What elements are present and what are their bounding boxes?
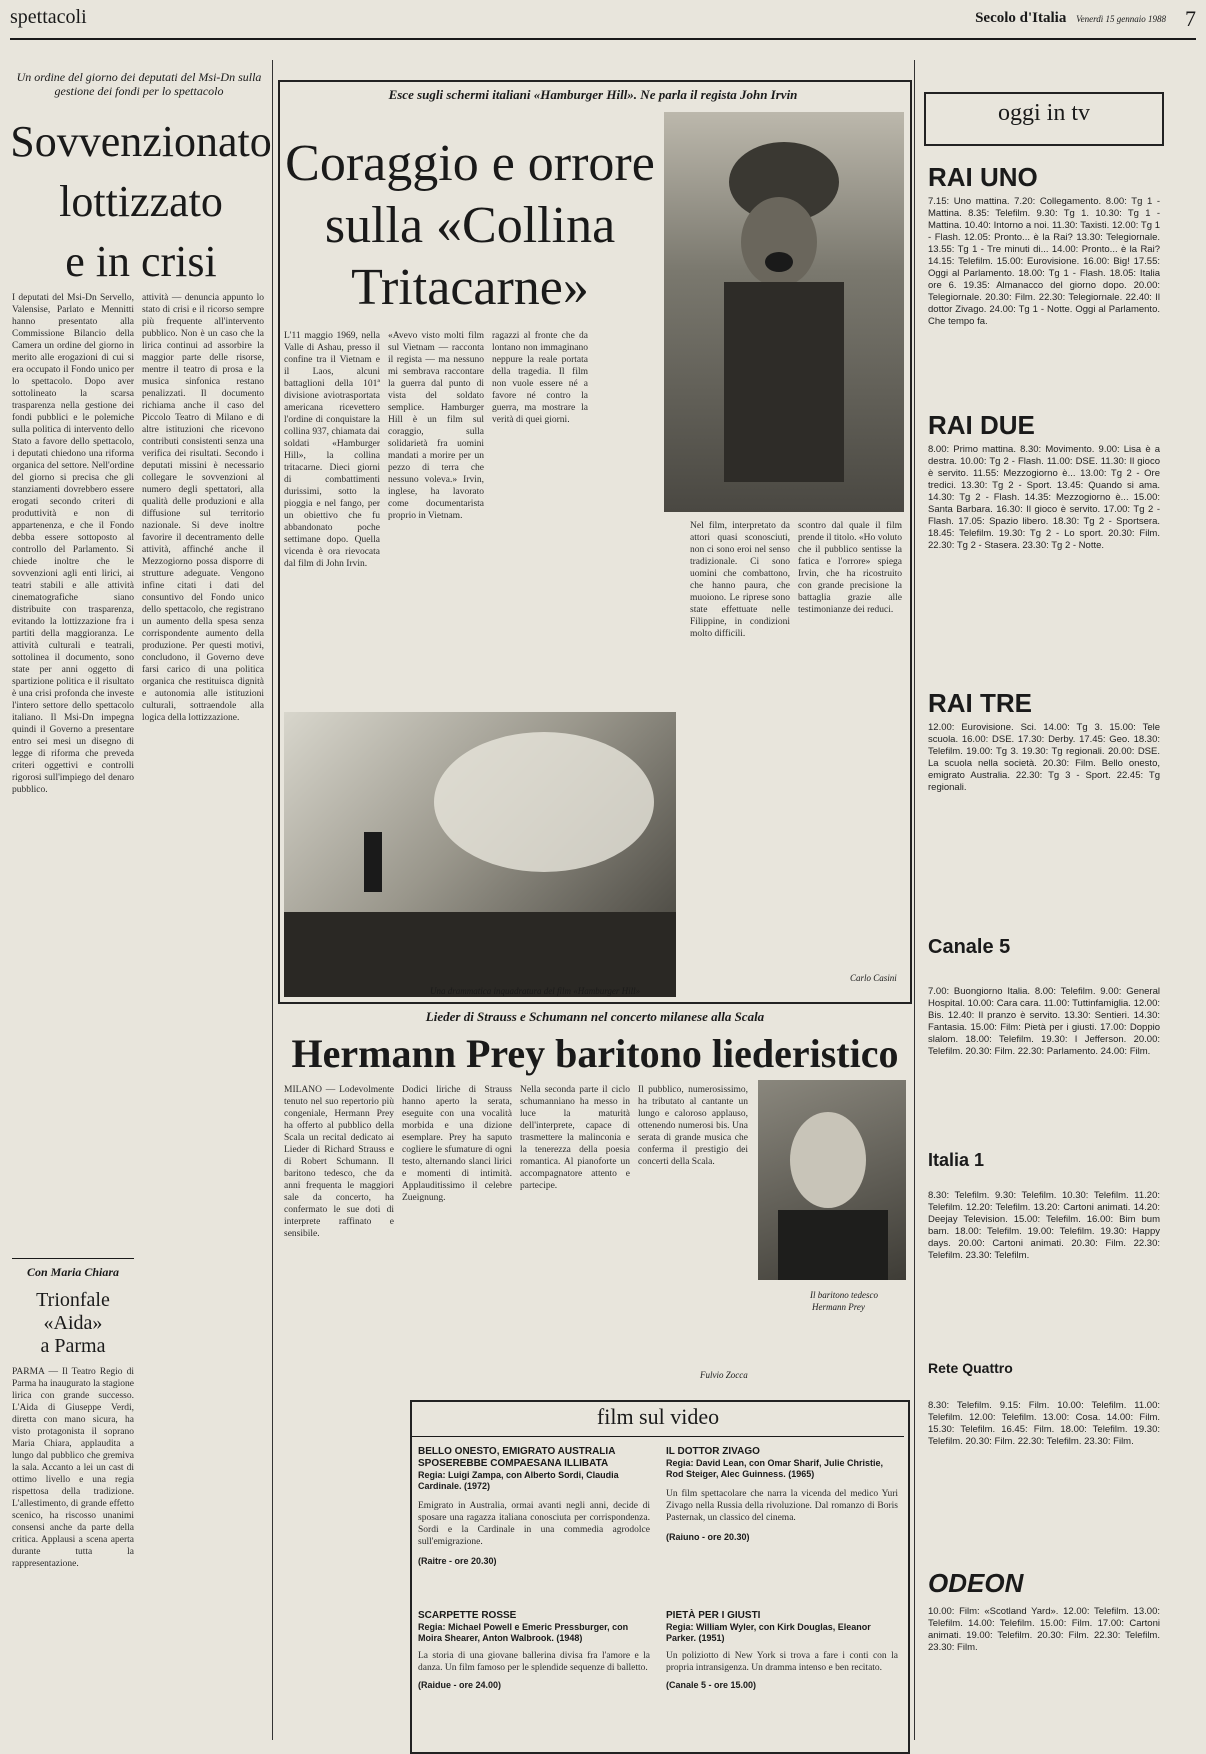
prey-caption-1: Il baritono tedesco [810, 1290, 878, 1300]
section-title: spettacoli [10, 6, 87, 28]
hill-kicker: Esce sugli schermi italiani «Hamburger Hill». Ne parla il regista John Irvin [388, 87, 798, 102]
film-title-4: PIETÀ PER I GIUSTI [666, 1610, 761, 1621]
chiara-title-2: «Aida» [43, 1312, 103, 1334]
film-desc-4: Un poliziotto di New York si trova a fare i conti con la propria intransigenza. Un dramma intenso e ben recitato. [666, 1651, 898, 1673]
canale5-logo: Canale 5 [928, 936, 1011, 958]
film-desc-2: Un film spettacolare che narra la vicenda del medico Yuri Zivago nella Russia della rivoluzione. Dal romanzo di Boris Pasternak, un classico del cinema. [666, 1489, 898, 1523]
film-director-2: Regia: David Lean, con Omar Sharif, Julie Christie, Rod Steiger, Alec Guinness. (1965) [666, 1458, 884, 1479]
left-divider [272, 60, 273, 1740]
prey-col-c: Nella seconda parte il ciclo schumanniano ha messo in luce la maturità dell'interprete, capace di trasmettere la malinconia e la tenerezza della poesia romantica. Al pianoforte un accompagnatore attento e partecipe. [520, 1085, 630, 1191]
film-slot-1: (Raitre - ore 20.30) [418, 1556, 497, 1566]
battle-photo [284, 712, 676, 997]
left-kicker: Un ordine del giorno dei deputati del Msi-Dn sulla gestione dei fondi per lo spettacolo [16, 70, 262, 98]
hill-title-3: Tritacarne» [351, 259, 589, 316]
film-slot-2: (Raiuno - ore 20.30) [666, 1532, 750, 1542]
chiara-text: PARMA — Il Teatro Regio di Parma ha inaugurato la stagione lirica con grande successo. L'Aida di Giuseppe Verdi, diretta con mano sicura, ha visto protagonista il soprano Maria Chiara, applaudita a lungo dal pubblico che gremiva la sala. Accanto a lei un cast di ottimo livello e una regia rispettosa della tradizione. L'allestimento, di grande effetto scenico, ha riscosso unanimi consensi anche da parte della critica. Applausi a scena aperta durante tutta la rappresentazione. [12, 1367, 134, 1569]
hill-col-a: L'11 maggio 1969, nella Valle di Ashau, presso il confine tra il Vietnam e il Laos, alcuni battaglioni della 101ª divisione aviotrasportata americana ricevettero l'ordine di conquistare la collina 937, chiamata dai soldati «Hamburger Hill», la collina tritacarne. Dieci giorni di combattimenti durissimi, sotto la pioggia e nel fango, per un obiettivo che fu abbandonato poche settimane dopo. Quella vicenda è ora rievocata dal film di John Irvin. [284, 331, 380, 569]
raiuno-listing: 7.15: Uno mattina. 7.20: Collegamento. 8.00: Tg 1 - Mattina. 8.35: Telefilm. 9.30: Tg 1. 10.30: Tg 1 - Mattina. 10.40: Intorno a noi. 11.30: Taxisti. 12.00: Tg 1 - Flash. 12.05: Pronto... è la Rai? 13.30: Telegiornale. 13.55: Tg 1 - Tre minuti di... 14.00: Pronto... è la Rai? 14.15: Telefilm. 15.00: Eurovisione. 16.00: Big! 17.55: Oggi al Parlamento. 18.00: Tg 1 - Flash. 18.05: Italia ore 6. 19.35: Almanacco del giorno dopo. 20.00: Telegiornale. 20.30: Film. 22.30: Telegiornale. 22.40: Il dottor Zivago. 24.00: Tg 1 - Notte. Oggi al Parlamento. Che tempo fa. [928, 196, 1160, 327]
prey-photo [758, 1080, 906, 1280]
soldier-photo [664, 112, 904, 512]
right-divider [914, 60, 915, 1740]
film-title-2: IL DOTTOR ZIVAGO [666, 1446, 760, 1457]
raiuno-logo: RAI UNO [928, 162, 1038, 192]
prey-caption-2: Hermann Prey [812, 1302, 865, 1312]
header-rule [10, 38, 1196, 40]
film-director-4: Regia: William Wyler, con Kirk Douglas, Eleanor Parker. (1951) [666, 1622, 871, 1643]
film-director-1: Regia: Luigi Zampa, con Alberto Sordi, Claudia Cardinale. (1972) [418, 1470, 619, 1491]
prey-col-b: Dodici liriche di Strauss hanno aperto la serata, eseguite con una vocalità morbida e una dizione esemplare. Prey ha saputo cogliere le sfumature di ogni testo, alternando slanci lirici e momenti di intimità. Applauditissimo il celebre Zueignung. [402, 1085, 512, 1203]
left-title-2: lottizzato [59, 177, 223, 226]
hill-col-e: scontro dal quale il film prende il titolo. «Ho voluto che il pubblico sentisse la fatica e l'orrore» spiega Irvin, che ha ricostruito con grande precisione la battaglia grazie alle testimonianze dei reduci. [798, 521, 902, 615]
rete4-listing: 8.30: Telefilm. 9.15: Film. 10.00: Telefilm. 11.00: Telefilm. 12.00: Telefilm. 13.00: Cosa. 14.00: Film. 15.30: Telefilm. 16.45: Film. 18.00: Telefilm. 19.30: Telefilm. 20.30: Film. 22.30: Telefilm. 23.30: Film. [928, 1400, 1160, 1447]
film-slot-4: (Canale 5 - ore 15.00) [666, 1680, 757, 1690]
prey-photo-art [758, 1080, 906, 1280]
film-item-3 [418, 1610, 650, 1691]
odeon-logo: ODEON [928, 1568, 1024, 1598]
film-heading: film sul video [596, 1404, 720, 1429]
hill-col-c: ragazzi al fronte che da lontano non immaginano neppure la reale portata della tragedia. Il film non vuole essere né a favore né contro la guerra, ma mostrare la verità di quei giorni. [492, 331, 588, 425]
italia1-listing: 8.30: Telefilm. 9.30: Telefilm. 10.30: Telefilm. 11.20: Telefilm. 12.20: Telefilm. 13.20: Cartoni animati. 14.20: Deejay Television. 15.00: Telefilm. 16.00: Bim bum bam. 18.00: Telefilm. 19.00: Telefilm. 19.30: Happy days. 20.00: Cartoni animati. 20.30: Film. 22.30: Telefilm. 23.30: Telefilm. [928, 1190, 1160, 1261]
rete4-logo: Rete Quattro [928, 1360, 1013, 1376]
prey-col-d: Il pubblico, numerosissimo, ha tributato al cantante un lungo e caloroso applauso, ottenendo numerosi bis. Una serata di grande musica che conferma il prestigio dei concerti della Scala. [638, 1085, 748, 1167]
canale5-listing: 7.00: Buongiorno Italia. 8.00: Telefilm. 9.00: General Hospital. 10.00: Cara cara. 11.00: Tuttinfamiglia. 12.00: Bis. 12.40: Il pranzo è servito. 13.30: Sentieri. 14.30: Fantasia. 15.00: Film: Pietà per i giusti. 17.00: Doppio slalom. 18.00: Telefilm. 19.30: I Jefferson. 20.00: Telefilm. 20.30: Film. 22.30: Parlamento. 24.00: Film. [928, 986, 1160, 1057]
raidue-logo: RAI DUE [928, 410, 1035, 440]
film-item-1 [418, 1446, 650, 1567]
soldier-photo-art [664, 112, 904, 512]
odeon-listing: 10.00: Film: «Scotland Yard». 12.00: Telefilm. 13.00: Telefilm. 14.00: Telefilm. 15.00: Film. 17.00: Cartoni animati. 19.00: Telefilm. 20.30: Film. 22.30: Telefilm. 23.30: Film. [928, 1606, 1160, 1653]
prey-byline: Fulvio Zocca [700, 1370, 748, 1380]
prey-col-a: MILANO — Lodevolmente tenuto nel suo repertorio più congeniale, Hermann Prey ha offerto al pubblico della Scala un recital dedicato ai Lieder di Richard Strauss e di Robert Schumann. Il baritono tedesco, che da anni frequenta le maggiori sale da concerto, ha confermato le sue doti di interprete raffinato e sensibile. [284, 1085, 394, 1239]
raitre-listing: 12.00: Eurovisione. Sci. 14.00: Tg 3. 15.00: Tele scuola. 16.00: DSE. 17.30: Derby. 17.45: Geo. 18.30: Telefilm. 19.00: Tg 3. 19.30: Tg regionali. 20.00: DSE. La scuola nella società. 20.30: Film. Bello onesto, emigrato Australia. 22.30: Tg 3 - Sport. 22.45: Tg regionali. [928, 722, 1160, 793]
film-item-4 [666, 1610, 898, 1691]
prey-title: Hermann Prey baritono liederistico [291, 1031, 899, 1076]
masthead-name: Secolo d'Italia [975, 10, 1067, 26]
hill-col-d: Nel film, interpretato da attori quasi sconosciuti, non ci sono eroi nel senso tradizionale. Ci sono uomini che combattono, che hanno paura, che muoiono. Le riprese sono state effettuate nelle Filippine, in condizioni molto difficili. [690, 521, 790, 639]
masthead [975, 10, 1166, 27]
battle-caption: Una drammatica inquadratura del film «Hamburger Hill» [430, 986, 641, 996]
hill-title-2: sulla «Collina [324, 197, 616, 254]
hill-title-1: Coraggio e orrore [285, 135, 655, 192]
film-desc-3: La storia di una giovane ballerina divisa fra l'amore e la danza. Un film famoso per le splendide sequenze di balletto. [418, 1651, 650, 1673]
film-title-3: SCARPETTE ROSSE [418, 1610, 517, 1621]
chiara-rule [12, 1258, 134, 1259]
tv-heading: oggi in tv [997, 100, 1090, 126]
film-title-1: BELLO ONESTO, EMIGRATO AUSTRALIA SPOSEREBBE COMPAESANA ILLIBATA [418, 1446, 616, 1469]
chiara-title-1: Trionfale [36, 1289, 110, 1311]
film-desc-1: Emigrato in Australia, ormai avanti negli anni, decide di sposare una ragazza italiana conosciuta per corrispondenza. Sordi e la Cardinale in una commedia agrodolce sull'emigrazione. [418, 1501, 650, 1547]
left-title-1: Sovvenzionato [10, 117, 272, 166]
prey-kicker: Lieder di Strauss e Schumann nel concerto milanese alla Scala [425, 1009, 765, 1024]
chiara-kicker: Con Maria Chiara [26, 1265, 120, 1279]
chiara-title-3: a Parma [40, 1335, 106, 1357]
film-slot-3: (Raidue - ore 24.00) [418, 1680, 502, 1690]
film-director-3: Regia: Michael Powell e Emeric Pressburger, con Moira Shearer, Anton Walbrook. (1948) [418, 1622, 629, 1643]
left-col-1: I deputati del Msi-Dn Servello, Valensise, Parlato e Mennitti hanno presentato alla Commissione Bilancio della Camera un ordine del giorno in merito alle erogazioni di cui si era occupato il Fondo unico per lo spettacolo. Dopo aver sottolineato la scarsa trasparenza nella gestione dei fondi pubblici e le polemiche sulla politica di intervento dello Stato a favore dello spettacolo, i deputati chiedono una riforma organica del settore. Nell'ordine del giorno si precisa che gli stanziamenti dovrebbero essere erogati secondo criteri di produttività e non di appartenenza, e che il Fondo debba essere sottoposto al controllo del Parlamento. Si chiede inoltre che le sovvenzioni agli enti lirici, ai teatri stabili e alle attività cinematografiche siano distribuite con trasparenza, evitando la lottizzazione fra i partiti della maggioranza. Le attività culturali e teatrali, sottolinea il documento, sono state per anni oggetto di spartizione politica e il risultato è una crisi profonda che investe l'intero settore dello spettacolo italiano. Il Msi-Dn impegna quindi il Governo a presentare entro sei mesi un disegno di legge di riforma che preveda criteri oggettivi e controlli rigorosi sull'impiego del denaro pubblico. [12, 293, 134, 795]
battle-photo-art [284, 712, 676, 997]
raitre-logo: RAI TRE [928, 688, 1032, 718]
hill-byline: Carlo Casini [850, 973, 897, 983]
raidue-listing: 8.00: Primo mattina. 8.30: Movimento. 9.00: Lisa è a destra. 10.00: Tg 2 - Flash. 11.00: DSE. 11.30: Il gioco è servito. 11.55: Mezzogiorno è... 13.00: Tg 2 - Ore tredici. 13.30: Tg 2 - Sport. 13.45: Quando si ama. 14.30: Tg 2 - Flash. 14.35: Mezzogiorno è... 15.00: Santa Barbara. 16.30: Il gioco è servito. 17.00: Tg 2 - Flash. 17.05: Spazio libero. 18.30: Tg 2 - Sportsera. 18.45: Telefilm. 19.30: Tg 2 - Lo sport. 20.30: Film. 22.30: Tg 2 - Stasera. 23.30: Tg 2 - Notte. [928, 444, 1160, 551]
film-item-2 [666, 1446, 898, 1543]
film-rule [412, 1436, 904, 1437]
hill-col-b: «Avevo visto molti film sul Vietnam — racconta il regista — ma nessuno mi sembrava raccontare la guerra dal punto di vista del soldato semplice. Hamburger Hill è un film sul coraggio, sulla solidarietà fra uomini mandati a morire per un pezzo di terra che nessuno voleva.» Irvin, inglese, ha lavorato come documentarista proprio in Vietnam. [388, 331, 484, 521]
italia1-logo: Italia 1 [928, 1150, 985, 1170]
page-number: 7 [1185, 6, 1196, 31]
left-title-3: e in crisi [65, 237, 217, 286]
masthead-date: Venerdì 15 gennaio 1988 [1076, 14, 1166, 24]
left-col-2: attività — denuncia appunto lo stato di crisi e il ricorso sempre più frequente all'intervento pubblico. Non è un caso che la lirica continui ad assorbire la maggior parte delle risorse, mentre il teatro di prosa e la musica sinfonica restano penalizzati. Il documento richiama anche il caso del Piccolo Teatro di Milano e di altre istituzioni che ricevono contributi consistenti senza una verifica dei risultati. Secondo i deputati missini è necessario collegare le sovvenzioni al numero degli spettatori, alla qualità delle produzioni e alla diffusione sul territorio nazionale. Si deve inoltre favorire il decentramento delle attività, affinché anche il Mezzogiorno possa disporre di strutture adeguate. Vengono infine citati i dati del consuntivo del Fondo unico dello spettacolo, che registrano un aumento della spesa senza corrispondente aumento della produzione. Per questi motivi, concludono, il Governo deve farsi carico di una politica organica che restituisca dignità e autonomia alle istituzioni culturali, sottraendole alla logica della lottizzazione. [142, 293, 264, 723]
